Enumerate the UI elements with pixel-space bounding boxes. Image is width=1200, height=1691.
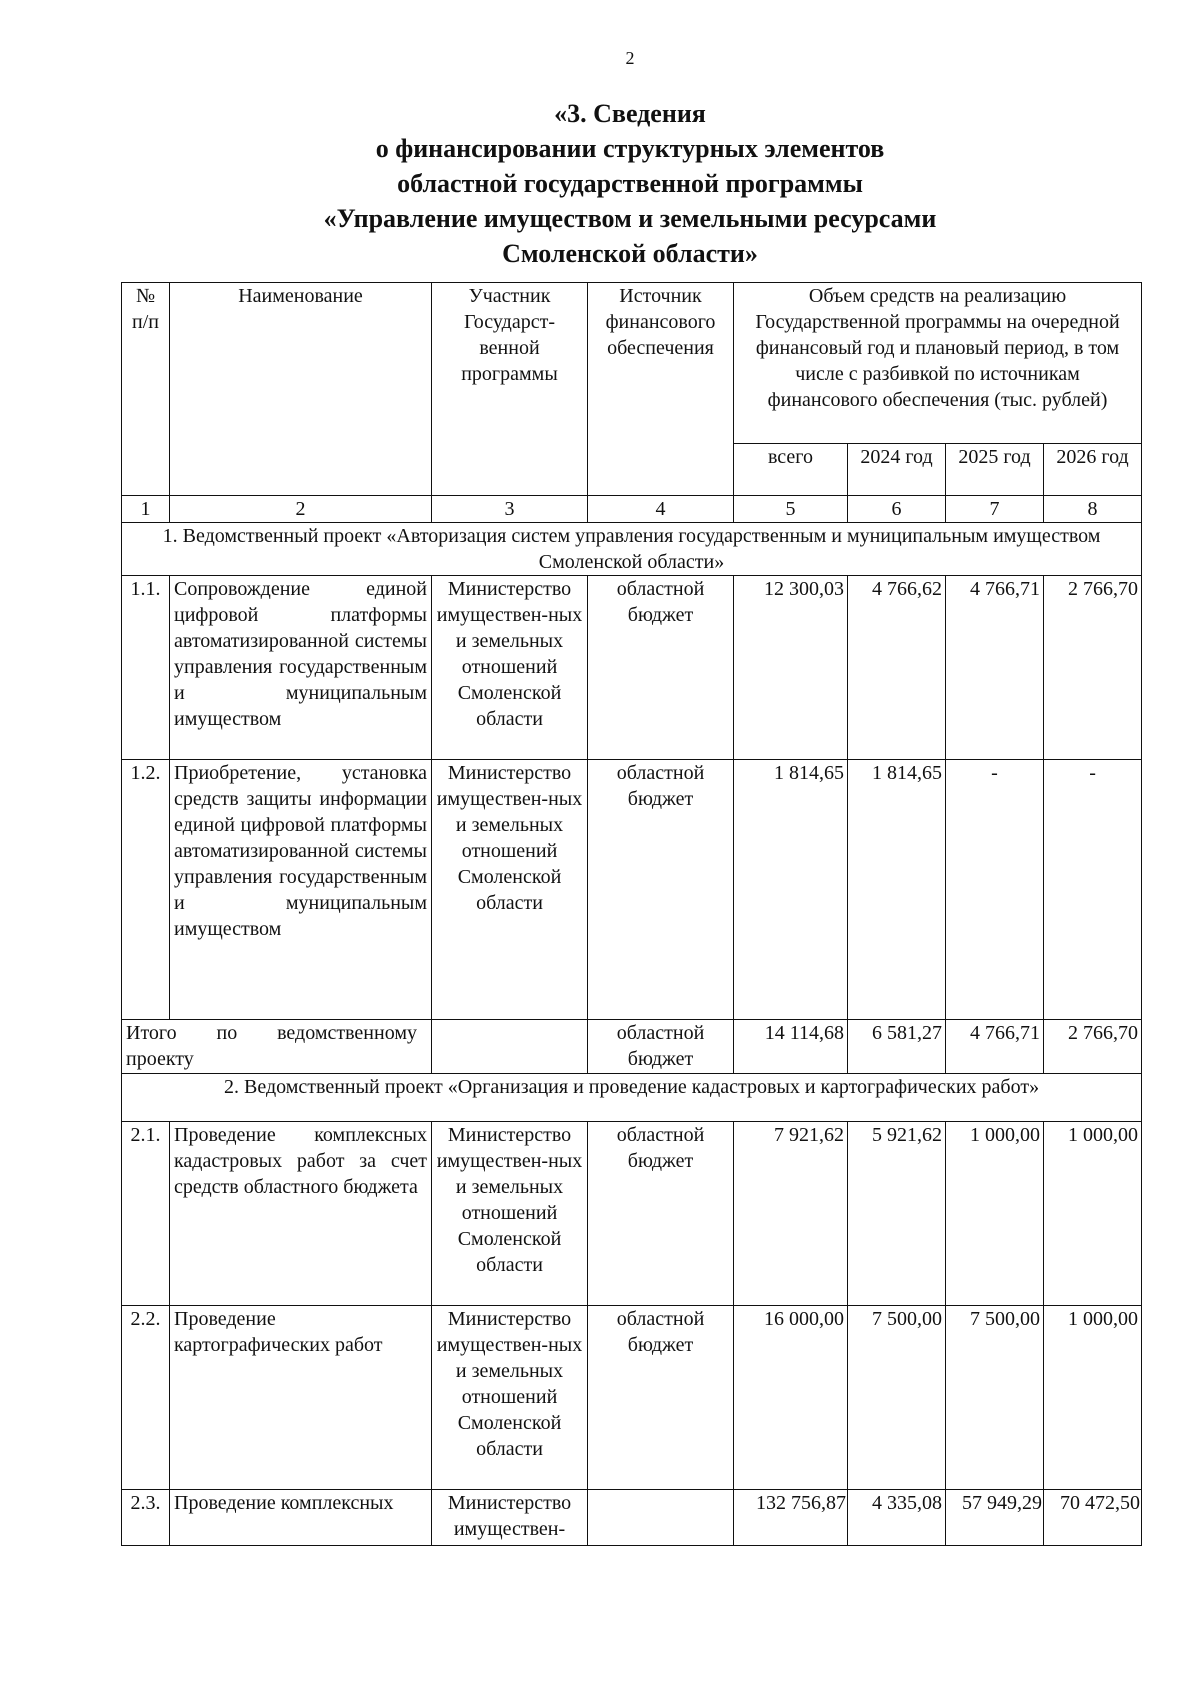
column-number: 8 <box>1044 496 1142 523</box>
header-year-2024: 2024 год <box>848 444 946 496</box>
subtotal-2026: 2 766,70 <box>1044 1020 1142 1074</box>
row-num: 1.2. <box>122 760 170 1020</box>
section-row <box>122 1074 1142 1122</box>
column-number: 1 <box>122 496 170 523</box>
title-line: областной государственной программы <box>397 169 863 198</box>
header-row <box>122 283 1142 444</box>
row-total: 132 756,87 <box>734 1490 848 1546</box>
table-row <box>122 1122 1142 1306</box>
row-name: Проведение комплексных <box>170 1490 432 1546</box>
subtotal-total: 14 114,68 <box>734 1020 848 1074</box>
row-2024: 4 335,08 <box>848 1490 946 1546</box>
table-row <box>122 576 1142 760</box>
header-year-2025: 2025 год <box>946 444 1044 496</box>
row-2026: - <box>1044 760 1142 1020</box>
row-source: областной бюджет <box>588 760 734 1020</box>
column-number: 7 <box>946 496 1044 523</box>
column-number: 6 <box>848 496 946 523</box>
table-row <box>122 760 1142 1020</box>
row-2025: 4 766,71 <box>946 576 1044 760</box>
row-2024: 7 500,00 <box>848 1306 946 1490</box>
header-participant: Участник Государст-венной программы <box>432 283 588 496</box>
header-source: Источник финансового обеспечения <box>588 283 734 496</box>
row-2025: - <box>946 760 1044 1020</box>
subtotal-participant <box>432 1020 588 1074</box>
page-number: 2 <box>625 48 635 68</box>
row-num: 1.1. <box>122 576 170 760</box>
row-total: 7 921,62 <box>734 1122 848 1306</box>
row-2026: 1 000,00 <box>1044 1306 1142 1490</box>
row-source: областной бюджет <box>588 1122 734 1306</box>
column-numbers-row <box>122 496 1142 523</box>
title-line: Смоленской области» <box>502 239 758 268</box>
row-2024: 5 921,62 <box>848 1122 946 1306</box>
row-participant: Министерство имуществен-ных и земельных отношений Смоленской области <box>432 1122 588 1306</box>
header-volume: Объем средств на реализацию Государственной программы на очередной финансовый год и плановый период, в том числе с разбивкой по источникам финансового обеспечения (тыс. рублей) <box>734 283 1142 444</box>
section-row <box>122 523 1142 576</box>
row-2024: 1 814,65 <box>848 760 946 1020</box>
column-number: 3 <box>432 496 588 523</box>
row-num: 2.2. <box>122 1306 170 1490</box>
row-2025: 57 949,29 <box>946 1490 1044 1546</box>
subtotal-label: Итого по ведомственному проекту <box>122 1020 432 1074</box>
subtotal-row <box>122 1020 1142 1074</box>
row-total: 16 000,00 <box>734 1306 848 1490</box>
section-title: 1. Ведомственный проект «Авторизация систем управления государственным и муниципальным имуществом Смоленской области» <box>122 523 1142 576</box>
section-title: 2. Ведомственный проект «Организация и проведение кадастровых и картографических работ» <box>122 1074 1142 1122</box>
subtotal-2025: 4 766,71 <box>946 1020 1044 1074</box>
row-participant: Министерство имуществен-ных и земельных отношений Смоленской области <box>432 760 588 1020</box>
row-participant: Министерство имуществен-ных и земельных отношений Смоленской области <box>432 576 588 760</box>
row-num: 2.3. <box>122 1490 170 1546</box>
document-title <box>0 96 1200 271</box>
title-line: «3. Сведения <box>554 99 706 128</box>
header-total: всего <box>734 444 848 496</box>
row-num: 2.1. <box>122 1122 170 1306</box>
row-source: областной бюджет <box>588 576 734 760</box>
subtotal-source: областной бюджет <box>588 1020 734 1074</box>
row-name: Сопровождение единой цифровой платформы автоматизированной системы управления государственным и муниципальным имуществом <box>170 576 432 760</box>
row-2026: 1 000,00 <box>1044 1122 1142 1306</box>
table-row <box>122 1490 1142 1546</box>
title-line: «Управление имуществом и земельными ресурсами <box>323 204 937 233</box>
row-name: Проведение картографических работ <box>170 1306 432 1490</box>
column-number: 5 <box>734 496 848 523</box>
subtotal-2024: 6 581,27 <box>848 1020 946 1074</box>
row-name: Проведение комплексных кадастровых работ за счет средств областного бюджета <box>170 1122 432 1306</box>
header-num: № п/п <box>122 283 170 496</box>
row-participant: Министерство имуществен- <box>432 1490 588 1546</box>
header-year-2026: 2026 год <box>1044 444 1142 496</box>
column-number: 4 <box>588 496 734 523</box>
row-source: областной бюджет <box>588 1306 734 1490</box>
row-2026: 2 766,70 <box>1044 576 1142 760</box>
row-participant: Министерство имуществен-ных и земельных отношений Смоленской области <box>432 1306 588 1490</box>
table-row <box>122 1306 1142 1490</box>
row-total: 12 300,03 <box>734 576 848 760</box>
row-2024: 4 766,62 <box>848 576 946 760</box>
title-line: о финансировании структурных элементов <box>375 134 885 163</box>
row-source <box>588 1490 734 1546</box>
row-total: 1 814,65 <box>734 760 848 1020</box>
column-number: 2 <box>170 496 432 523</box>
financing-table <box>121 282 1142 1546</box>
row-name: Приобретение, установка средств защиты информации единой цифровой платформы автоматизированной системы управления государственным и муниципальным имуществом <box>170 760 432 1020</box>
row-2026: 70 472,50 <box>1044 1490 1142 1546</box>
row-2025: 1 000,00 <box>946 1122 1044 1306</box>
header-name: Наименование <box>170 283 432 496</box>
row-2025: 7 500,00 <box>946 1306 1044 1490</box>
